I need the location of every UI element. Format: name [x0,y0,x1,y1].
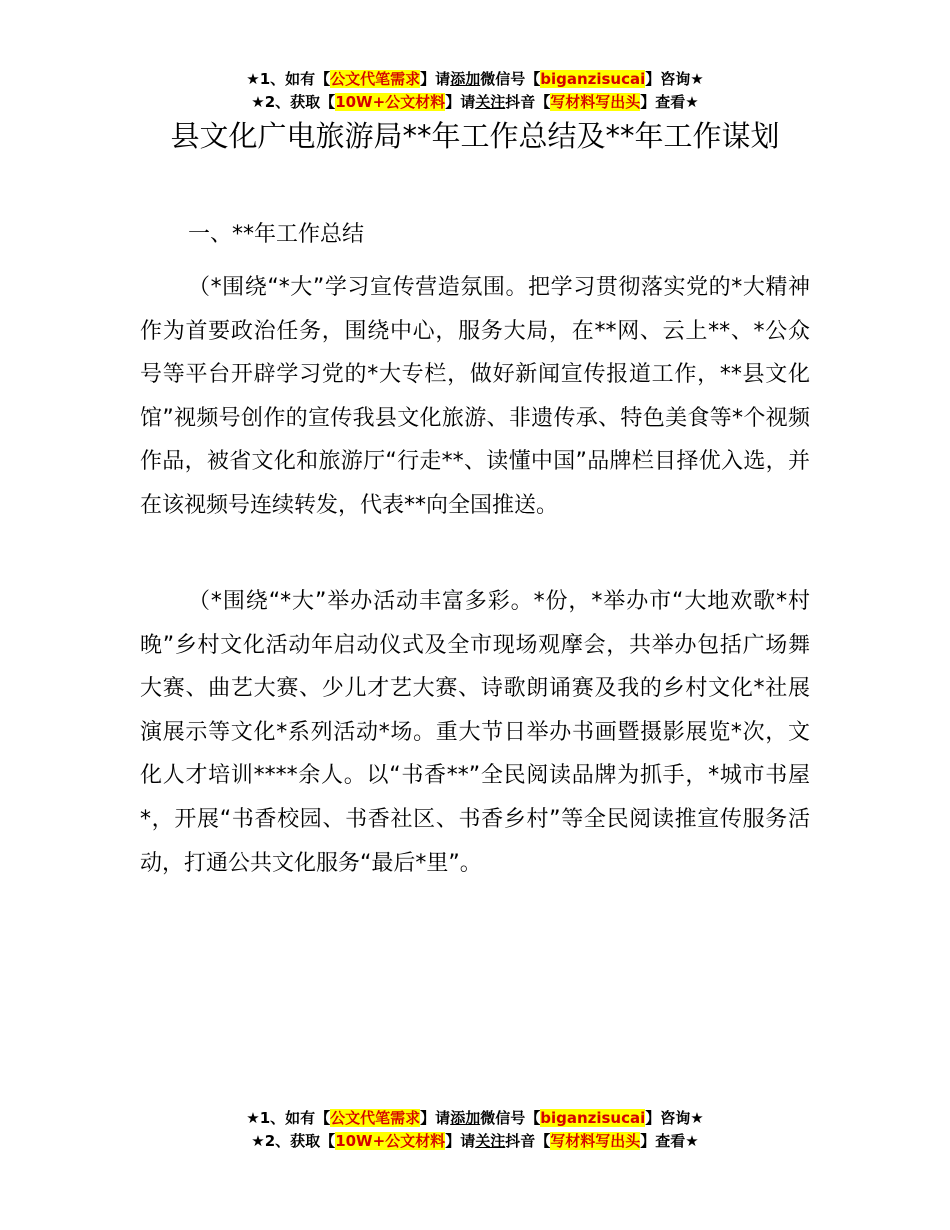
promo-line-2-prefix: ★2、获取【 [251,1132,336,1150]
top-promo-banner [0,68,950,114]
promo-highlight-douyin-account: 写材料写出头 [550,1132,641,1150]
promo-line-1-emphasis: 添加 [450,1109,481,1127]
promo-line-2-middle-a: 】请 [445,1132,476,1150]
promo-line-2-emphasis: 关注 [475,1132,506,1150]
promo-line-2-prefix: ★2、获取【 [251,93,336,111]
promo-line-1-middle-a: 】请 [420,1109,451,1127]
promo-line-1 [0,1107,950,1130]
body-paragraph-2: （*围绕“*大”举办活动丰富多彩。*份，*举办市“大地欢歌*村晚”乡村文化活动年启动仪式及全市现场观摩会，共举办包括广场舞大赛、曲艺大赛、少儿才艺大赛、诗歌朗诵赛及我的乡村文化*社展演展示等文化*系列活动*场。重大节日举办书画暨摄影展览*次，文化人才培训****余人。以“书香**”全民阅读品牌为抓手，*城市书屋*，开展“书香校园、书香社区、书香乡村”等全民阅读推宣传服务活动，打通公共文化服务“最后*里”。 [140,589,810,876]
promo-line-1 [0,68,950,91]
promo-highlight-douyin-account: 写材料写出头 [550,93,641,111]
promo-line-2-suffix: 】查看★ [640,1132,699,1150]
promo-line-1-middle-b: 微信号【 [480,1109,541,1127]
promo-highlight-wechat-id: biganzisucai [540,1109,646,1127]
body-paragraph-1: （*围绕“*大”学习宣传营造氛围。把学习贯彻落实党的*大精神作为首要政治任务，围绕中心，服务大局，在**网、云上**、*公众号等平台开辟学习党的*大专栏，做好新闻宣传报道工作，**县文化馆”视频号创作的宣传我县文化旅游、非遗传承、特色美食等*个视频作品，被省文化和旅游厅“行走**、读懂中国”品牌栏目择优入选，并在该视频号连续转发，代表**向全国推送。 [140,275,810,518]
promo-highlight-ghostwriting: 公文代笔需求 [330,1109,421,1127]
promo-highlight-wechat-id: biganzisucai [540,70,646,88]
promo-line-1-prefix: ★1、如有【 [246,70,331,88]
bottom-promo-banner [0,1107,950,1153]
promo-line-2-middle-a: 】请 [445,93,476,111]
promo-highlight-materials: 10W+公文材料 [335,1132,446,1150]
promo-highlight-ghostwriting: 公文代笔需求 [330,70,421,88]
promo-line-1-suffix: 】咨询★ [645,1109,704,1127]
promo-line-1-middle-b: 微信号【 [480,70,541,88]
promo-line-1-middle-a: 】请 [420,70,451,88]
promo-highlight-materials: 10W+公文材料 [335,93,446,111]
promo-line-2-suffix: 】查看★ [640,93,699,111]
promo-line-2 [0,91,950,114]
section-heading: 一、**年工作总结 [188,222,365,247]
promo-line-1-suffix: 】咨询★ [645,70,704,88]
promo-line-2 [0,1130,950,1153]
promo-line-1-emphasis: 添加 [450,70,481,88]
document-title: 县文化广电旅游局**年工作总结及**年工作谋划 [170,119,780,153]
promo-line-1-prefix: ★1、如有【 [246,1109,331,1127]
promo-line-2-emphasis: 关注 [475,93,506,111]
promo-line-2-middle-b: 抖音【 [505,93,551,111]
promo-line-2-middle-b: 抖音【 [505,1132,551,1150]
